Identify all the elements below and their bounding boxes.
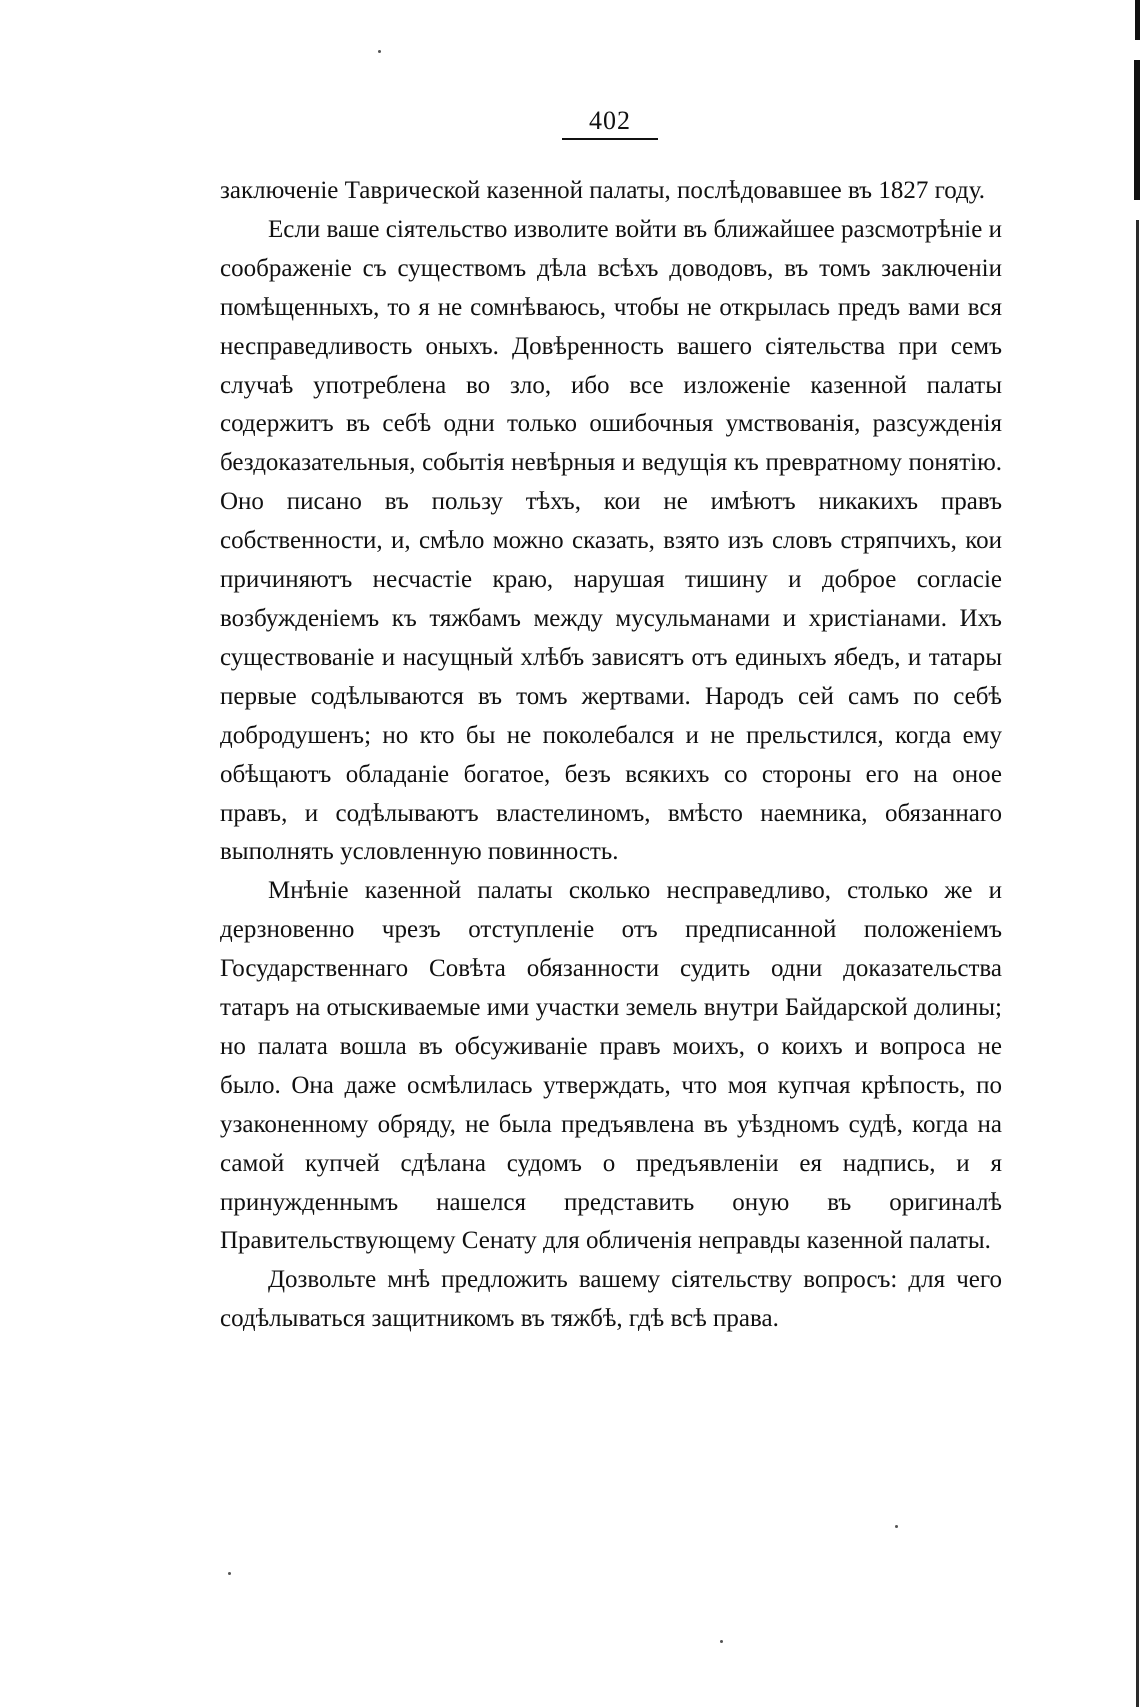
paragraph: Если ваше сiятельство изволите войти въ ближайшее разсмотрѣнie и соображенie съ существомъ дѣла всѣхъ доводовъ, въ томъ заключенiи помѣщенныхъ, то я не сомнѣваюсь, чтобы не открылась предъ вами вся несправедливость оныхъ. Довѣренность вашего сiятельства при семъ случаѣ употреблена во зло, ибо все изложенie казенной палаты содержитъ въ себѣ одни только ошибочныя умствованiя, разсужденiя бездоказательныя, событiя невѣрныя и ведущiя къ превратному понятiю. Оно писано въ пользу тѣхъ, кои не имѣютъ никакихъ правъ собственности, и, смѣло можно сказать, взято изъ словъ стряпчихъ, кои причиняютъ несчастie краю, нарушая тишину и доброе согласie возбужденiемъ къ тяжбамъ между мусульманами и христiанами. Ихъ существованie и насущный хлѣбъ зависятъ отъ единыхъ ябедъ, и татары первые содѣлываются въ томъ жертвами. Народъ сей самъ по себѣ добродушенъ; но кто бы не поколебался и не прельстился, когда ему обѣщаютъ обладанie богатое, безъ всякихъ со стороны его на оное правъ, и содѣлываютъ властелиномъ, вмѣсто наемника, обязаннаго выполнять условленную повинность. (220, 215, 1002, 866)
page-number-underline (562, 138, 658, 140)
scan-speck (895, 1525, 898, 1528)
scan-speck (228, 1572, 231, 1575)
binding-shadow-mark (1136, 220, 1139, 1707)
binding-shadow-mark (1135, 0, 1140, 40)
body-text (220, 172, 1002, 1339)
scan-speck (378, 50, 381, 53)
paragraph: Мнѣнie казенной палаты сколько несправедливо, столько же и дерзновенно чрезъ отступленie отъ предписанной положенiемъ Государственнаго Совѣта обязанности судить одни доказательства татаръ на отыскиваемые ими участки земель внутри Байдарской долины; но палата вошла въ обсуживанie правъ моихъ, о коихъ и вопроса не было. Она даже осмѣлилась утверждать, что моя купчая крѣпость, по узаконенному обряду, не была предъявлена въ уѣздномъ судѣ, когда на самой купчей сдѣлана судомъ о предъявленiи ея надпись, и я принужденнымъ нашелся представить оную въ оригиналѣ Правительствующему Сенату для обличенiя неправды казенной палаты. (220, 877, 1002, 1255)
page-number: 402 (589, 106, 631, 135)
scan-speck (720, 1640, 723, 1643)
binding-shadow-mark (1134, 60, 1140, 200)
paragraph-continuation: заключенie Таврической казенной палаты, послѣдовавшее въ 1827 году. (220, 177, 985, 204)
paragraph: Дозвольте мнѣ предложить вашему сiятельству вопросъ: для чего содѣлываться защитникомъ въ тяжбѣ, гдѣ всѣ права. (220, 1266, 1002, 1333)
